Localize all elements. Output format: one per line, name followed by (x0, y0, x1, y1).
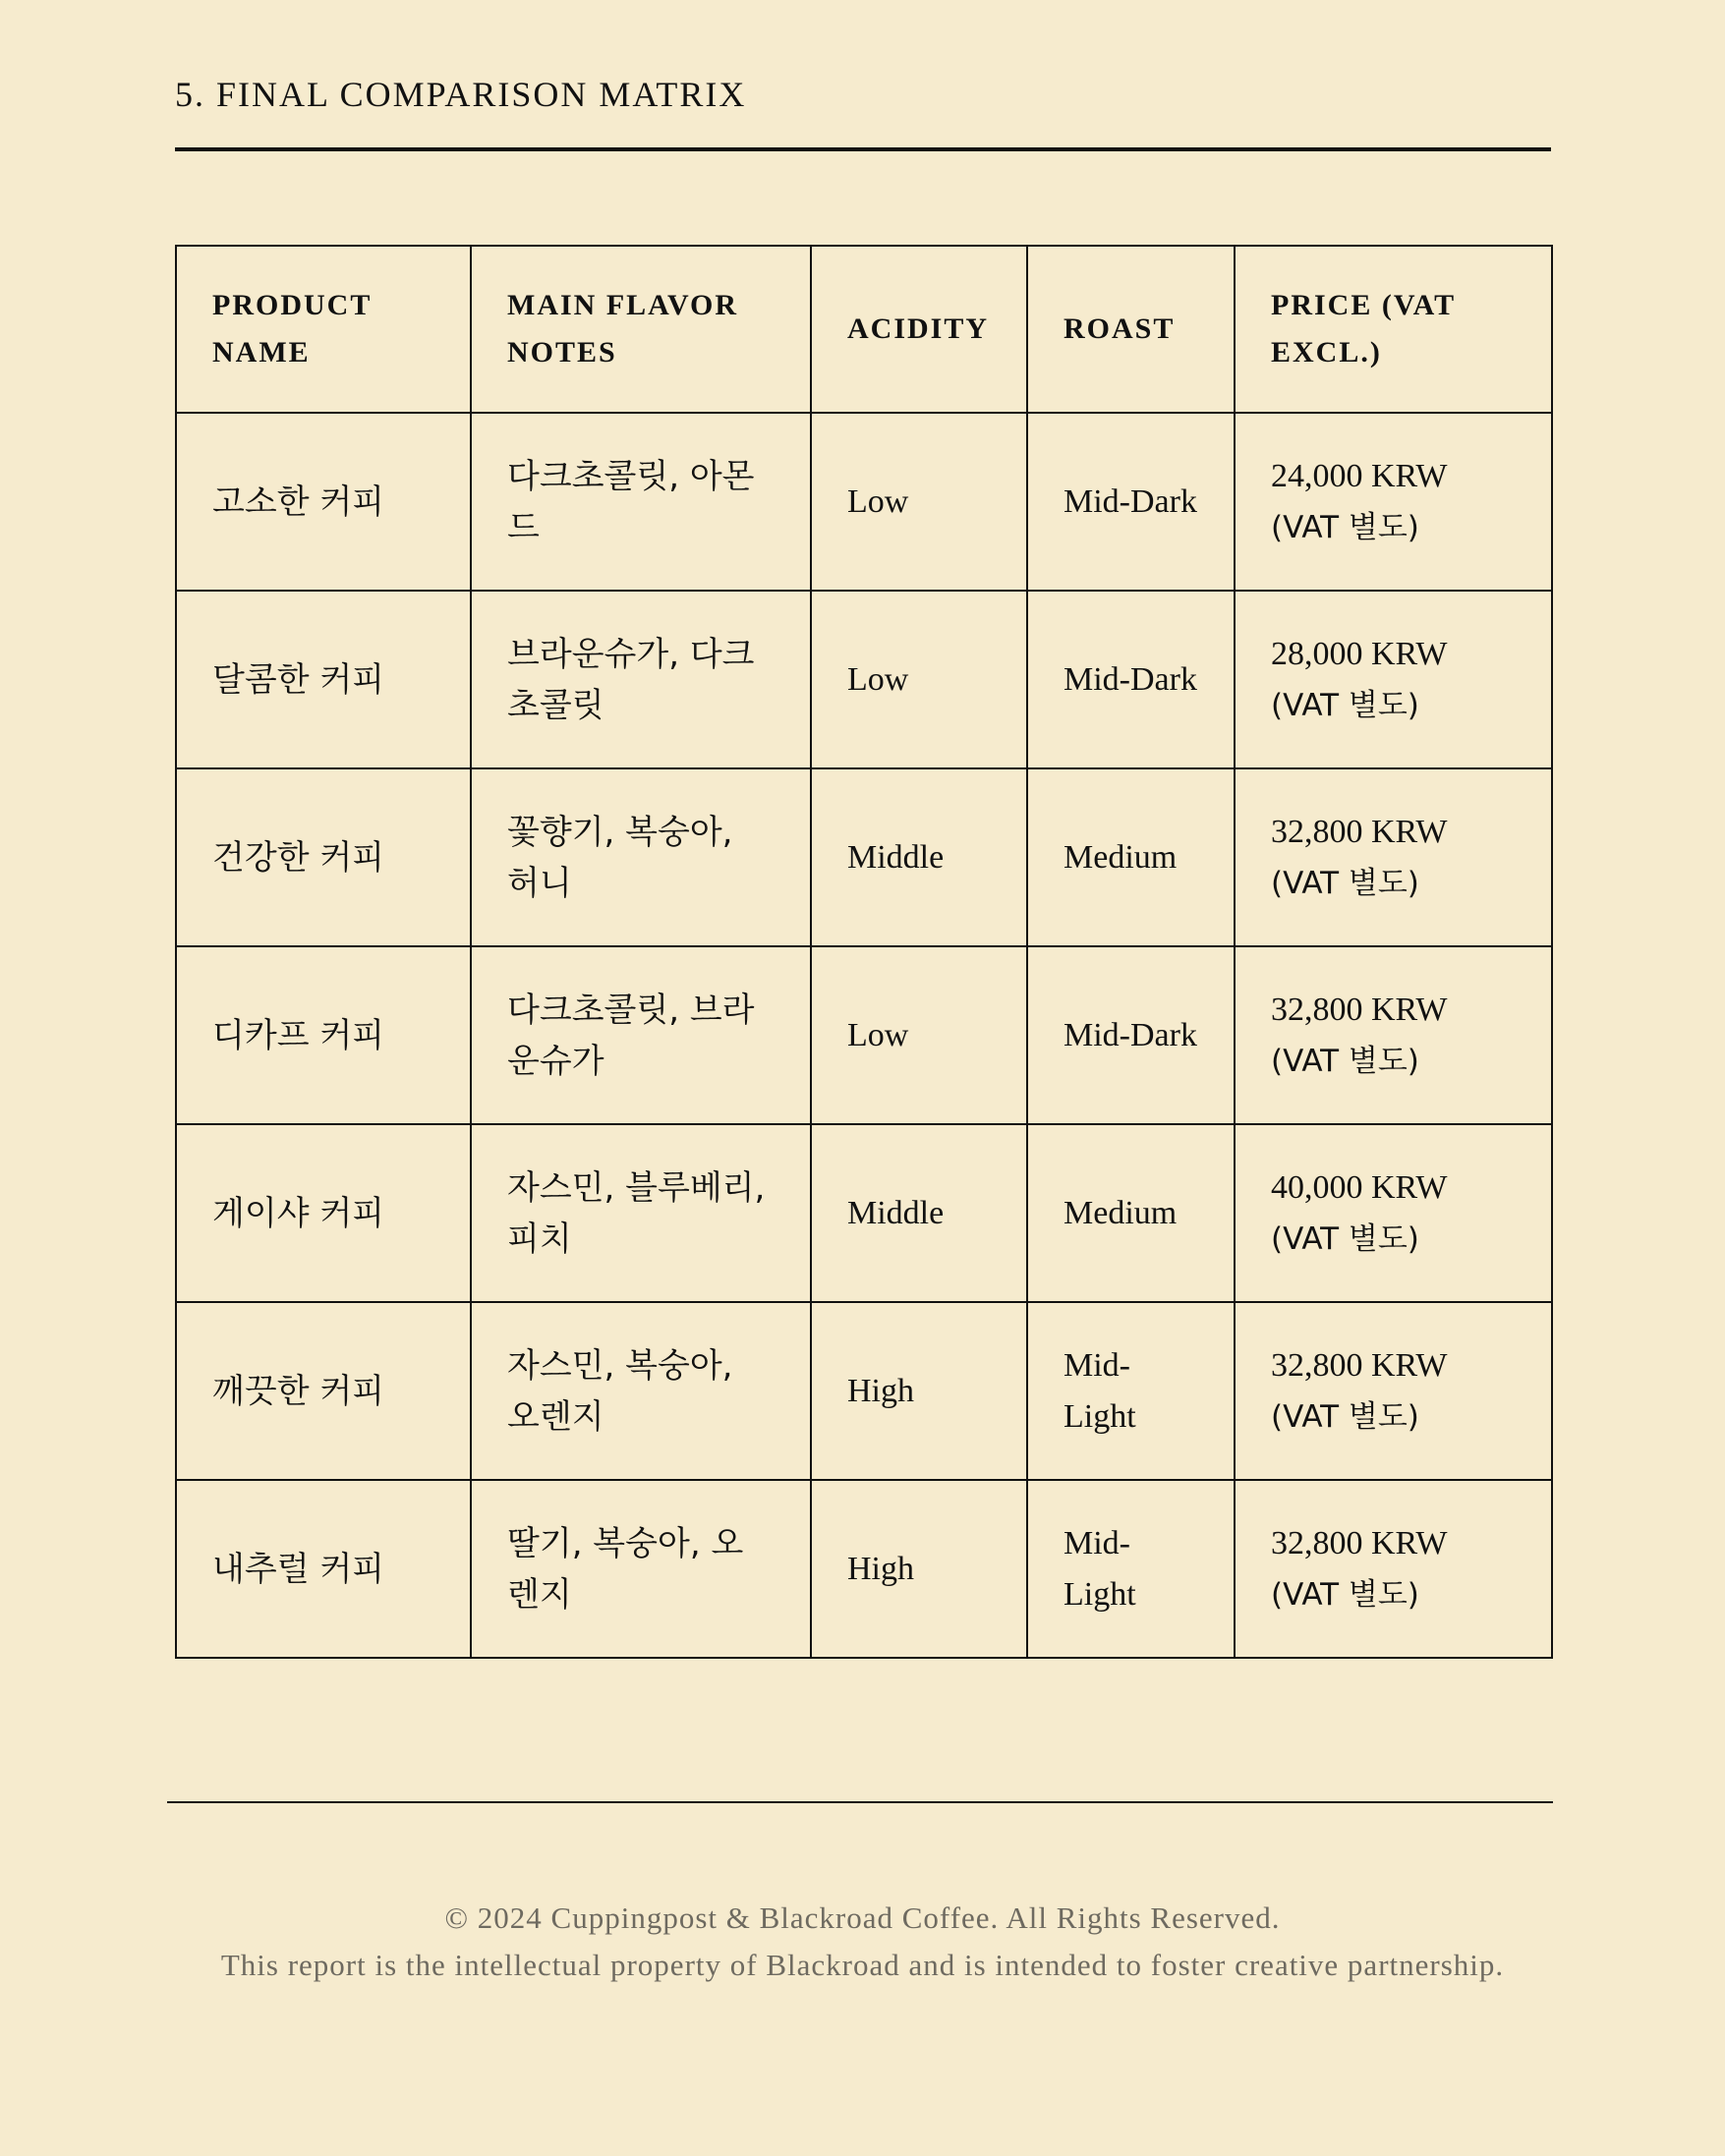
roast-cell: Medium (1027, 768, 1235, 946)
price-cell (1235, 591, 1552, 768)
header-product-name: PRODUCT NAME (176, 246, 471, 413)
price-vat-note: (VAT 별도) (1271, 865, 1419, 901)
price-cell (1235, 413, 1552, 591)
table-row (176, 413, 1552, 591)
flavor-notes-cell: 자스민, 복숭아, 오렌지 (471, 1302, 811, 1480)
product-name-cell: 디카프 커피 (176, 946, 471, 1124)
flavor-notes-cell: 다크초콜릿, 아몬드 (471, 413, 811, 591)
acidity-cell: High (811, 1480, 1027, 1658)
price-cell (1235, 1124, 1552, 1302)
price-vat-note: (VAT 별도) (1271, 687, 1419, 723)
roast-cell: Medium (1027, 1124, 1235, 1302)
table-row (176, 1302, 1552, 1480)
flavor-notes-cell: 다크초콜릿, 브라운슈가 (471, 946, 811, 1124)
price-vat-note: (VAT 별도) (1271, 1220, 1419, 1257)
roast-cell: Mid-Dark (1027, 946, 1235, 1124)
price-value: 32,800 KRW (1271, 813, 1448, 850)
table-row (176, 1124, 1552, 1302)
product-name-cell: 깨끗한 커피 (176, 1302, 471, 1480)
price-value: 32,800 KRW (1271, 1346, 1448, 1384)
roast-cell: Mid-Light (1027, 1302, 1235, 1480)
header-price: PRICE (VAT EXCL.) (1235, 246, 1552, 413)
acidity-cell: Middle (811, 1124, 1027, 1302)
table-header-row (176, 246, 1552, 413)
roast-cell: Mid-Light (1027, 1480, 1235, 1658)
price-value: 24,000 KRW (1271, 457, 1448, 494)
roast-cell: Mid-Dark (1027, 591, 1235, 768)
price-cell (1235, 946, 1552, 1124)
price-value: 28,000 KRW (1271, 635, 1448, 672)
price-value: 32,800 KRW (1271, 991, 1448, 1028)
acidity-cell: Low (811, 413, 1027, 591)
comparison-matrix-table (175, 245, 1553, 1659)
table-row (176, 946, 1552, 1124)
price-vat-note: (VAT 별도) (1271, 1398, 1419, 1435)
footer (0, 1895, 1725, 1989)
header-roast: ROAST (1027, 246, 1235, 413)
footer-divider (167, 1801, 1553, 1803)
price-vat-note: (VAT 별도) (1271, 1043, 1419, 1079)
product-name-cell: 고소한 커피 (176, 413, 471, 591)
acidity-cell: Low (811, 591, 1027, 768)
table-row (176, 591, 1552, 768)
price-value: 32,800 KRW (1271, 1524, 1448, 1561)
flavor-notes-cell: 브라운슈가, 다크초콜릿 (471, 591, 811, 768)
price-vat-note: (VAT 별도) (1271, 1576, 1419, 1613)
roast-cell: Mid-Dark (1027, 413, 1235, 591)
acidity-cell: Middle (811, 768, 1027, 946)
header-acidity: ACIDITY (811, 246, 1027, 413)
price-cell (1235, 1302, 1552, 1480)
product-name-cell: 게이샤 커피 (176, 1124, 471, 1302)
footer-copyright: © 2024 Cuppingpost & Blackroad Coffee. All Rights Reserved. (444, 1901, 1281, 1935)
price-value: 40,000 KRW (1271, 1168, 1448, 1206)
table-row (176, 768, 1552, 946)
product-name-cell: 건강한 커피 (176, 768, 471, 946)
price-cell (1235, 1480, 1552, 1658)
flavor-notes-cell: 자스민, 블루베리, 피치 (471, 1124, 811, 1302)
flavor-notes-cell: 딸기, 복숭아, 오렌지 (471, 1480, 811, 1658)
flavor-notes-cell: 꽃향기, 복숭아, 허니 (471, 768, 811, 946)
product-name-cell: 내추럴 커피 (176, 1480, 471, 1658)
price-vat-note: (VAT 별도) (1271, 509, 1419, 545)
product-name-cell: 달콤한 커피 (176, 591, 471, 768)
title-divider (175, 147, 1551, 151)
acidity-cell: High (811, 1302, 1027, 1480)
section-title: 5. FINAL COMPARISON MATRIX (175, 75, 747, 114)
acidity-cell: Low (811, 946, 1027, 1124)
table-row (176, 1480, 1552, 1658)
footer-notice: This report is the intellectual property of Blackroad and is intended to foster creative partnership. (220, 1948, 1505, 1982)
header-main-flavor-notes: MAIN FLAVOR NOTES (471, 246, 811, 413)
price-cell (1235, 768, 1552, 946)
